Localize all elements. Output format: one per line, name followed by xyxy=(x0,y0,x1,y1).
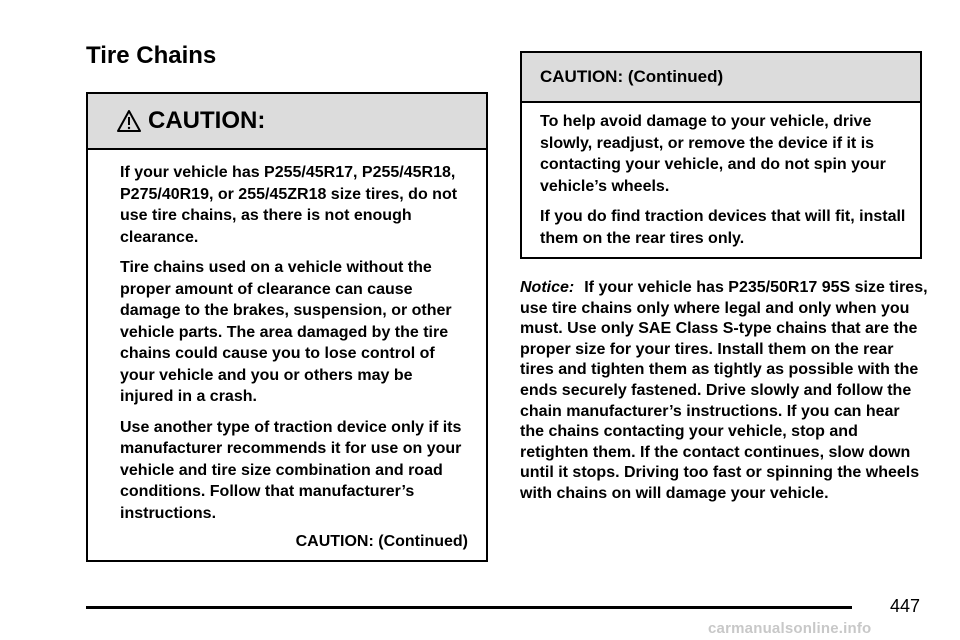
notice-paragraph xyxy=(520,278,928,505)
footer-rule xyxy=(86,606,852,609)
warning-triangle-icon xyxy=(116,109,142,133)
caution-continued-box xyxy=(520,51,922,259)
notice-text: If your vehicle has P235/50R17 95S size tires, use tire chains only where legal and only when you must. Use only SAE Class S-type chains that are the proper size for your tires. Install them on the rear tires and tighten them as tightly as possible with the ends securely fastened. Drive slowly and follow the chain manufacturer’s instructions. If you can hear the chains contacting your vehicle, stop and retighten them. If the contact continues, slow down until it stops. Driving too fast or spinning the wheels with chains on will damage your vehicle. xyxy=(520,279,928,502)
caution-continued-title: CAUTION: (Continued) xyxy=(540,67,724,86)
caution-continued-body xyxy=(522,103,920,249)
caution-header xyxy=(88,94,486,150)
page-number: 447 xyxy=(890,596,921,616)
caution-paragraph-2: Tire chains used on a vehicle without the proper amount of clearance can cause damage to the brakes, suspension, or other vehicle parts. The area damaged by the tire chains could cause you to lose control of your vehicle and you or others may be injured in a crash. xyxy=(120,259,452,405)
caution-body xyxy=(88,150,486,551)
caution-box xyxy=(86,92,488,562)
caution-paragraph-1: If your vehicle has P255/45R17, P255/45R18, P275/40R19, or 255/45ZR18 size tires, do not use tire chains, as there is not enough clearance. xyxy=(120,164,458,246)
caution-continued-label: CAUTION: (Continued) xyxy=(295,533,468,550)
caution-title: CAUTION: xyxy=(148,107,266,134)
page-title: Tire Chains xyxy=(86,42,217,69)
caution-continued-paragraph-2: If you do find traction devices that will fit, install them on the rear tires only. xyxy=(540,208,906,247)
caution-paragraph-3: Use another type of traction device only if its manufacturer recommends it for use on your vehicle and tire size combination and road conditions. Follow that manufacturer’s instructions. xyxy=(120,418,462,522)
caution-continued-header xyxy=(522,53,920,103)
watermark: carmanualsonline.info xyxy=(708,620,872,637)
caution-continued-paragraph-1: To help avoid damage to your vehicle, drive slowly, readjust, or remove the device if it is contacting your vehicle, and do not spin your vehicle’s wheels. xyxy=(540,113,886,195)
notice-label: Notice: xyxy=(520,279,575,296)
